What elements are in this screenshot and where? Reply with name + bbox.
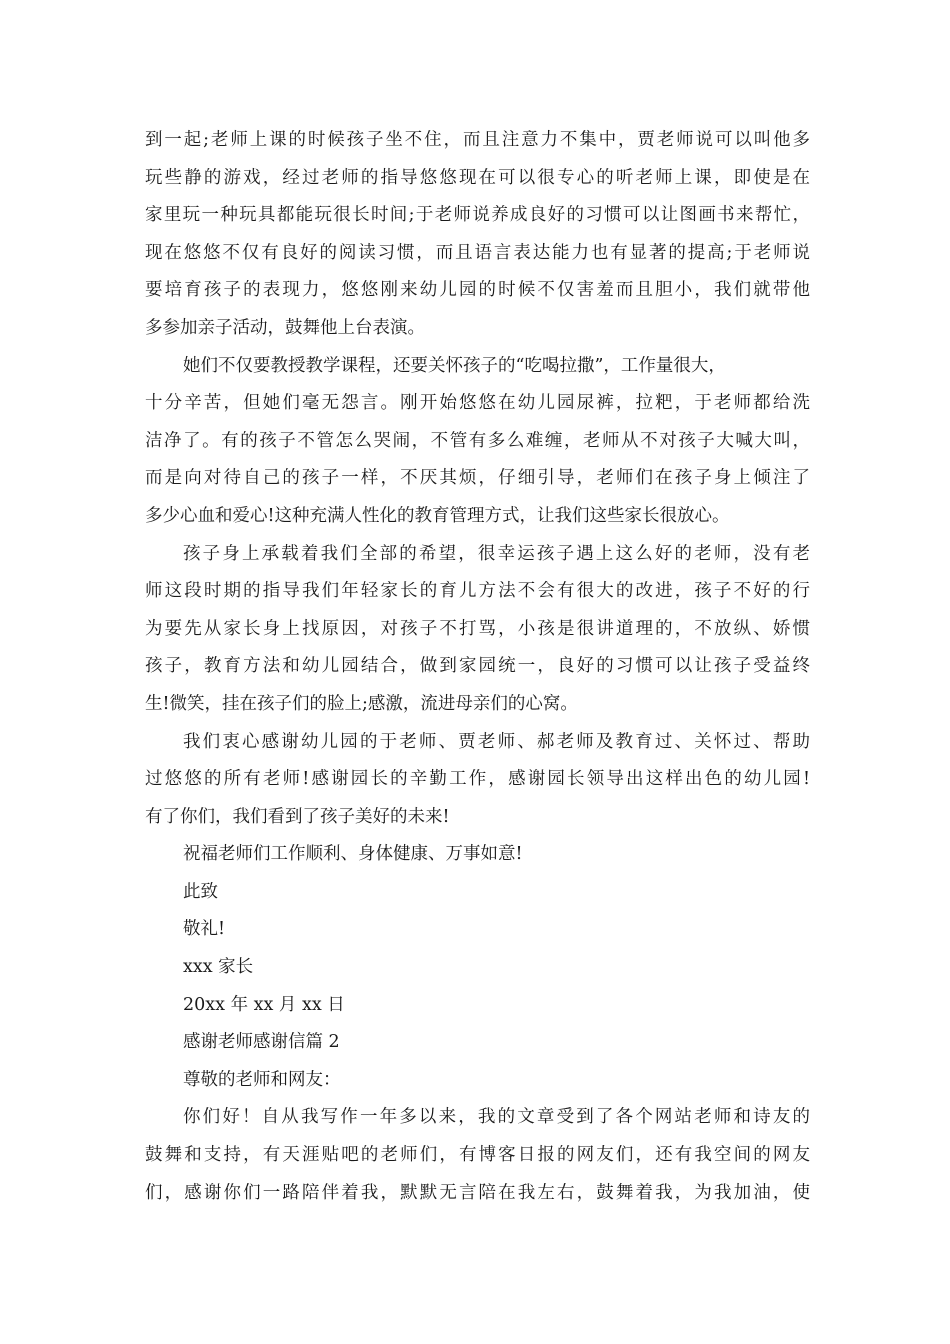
text-line: 有了你们，我们看到了孩子美好的未来! [145, 806, 450, 827]
document-page [145, 122, 810, 1212]
text-line: 洁净了。有的孩子不管怎么哭闹，不管有多么难缠，老师从不对孩子大喊大叫， [145, 430, 810, 451]
text-line: 此致 [183, 881, 218, 902]
text-line: 家里玩一种玩具都能玩很长时间;于老师说养成良好的习惯可以让图画书来帮忙， [145, 205, 810, 226]
text-line: 我们衷心感谢幼儿园的于老师、贾老师、郝老师及教育过、关怀过、帮助 [183, 731, 810, 752]
text-line: 现在悠悠不仅有良好的阅读习惯，而且语言表达能力也有显著的提高;于老师说 [145, 242, 810, 263]
text-line: 孩子，教育方法和幼儿园结合，做到家园统一，良好的习惯可以让孩子受益终 [145, 656, 810, 677]
text-line: 你们好！自从我写作一年多以来，我的文章受到了各个网站老师和诗友的 [183, 1107, 810, 1128]
text-line: 多少心血和爱心!这种充满人性化的教育管理方式，让我们这些家长很放心。 [145, 505, 730, 526]
text-line: 孩子身上承载着我们全部的希望，很幸运孩子遇上这么好的老师，没有老 [183, 543, 810, 564]
text-line: 为要先从家长身上找原因，对孩子不打骂，小孩是很讲道理的，不放纵、娇惯 [145, 618, 810, 639]
text-line: 们，感谢你们一路陪伴着我，默默无言陪在我左右，鼓舞着我，为我加油，使 [145, 1182, 810, 1203]
text-line: 过悠悠的所有老师!感谢园长的辛勤工作，感谢园长领导出这样出色的幼儿园! [145, 769, 810, 790]
text-line: 她们不仅要教授教学课程，还要关怀孩子的“吃喝拉撒”，工作量很大， [183, 355, 726, 376]
text-line: 敬礼! [183, 919, 226, 940]
text-line: 师这段时期的指导我们年轻家长的育儿方法不会有很大的改进，孩子不好的行 [145, 581, 810, 602]
text-line: 尊敬的老师和网友： [183, 1069, 341, 1090]
text-line: 到一起;老师上课的时候孩子坐不住，而且注意力不集中，贾老师说可以叫他多 [145, 130, 810, 150]
text-line: 而是向对待自己的孩子一样，不厌其烦，仔细引导，老师们在孩子身上倾注了 [145, 468, 810, 489]
text-line: 要培育孩子的表现力，悠悠刚来幼儿园的时候不仅害羞而且胆小，我们就带他 [145, 280, 810, 301]
text-line: 玩些静的游戏，经过老师的指导悠悠现在可以很专心的听老师上课，即使是在 [145, 167, 810, 188]
text-line: 鼓舞和支持，有天涯贴吧的老师们，有博客日报的网友们，还有我空间的网友 [145, 1145, 810, 1166]
text-line: xxx 家长 [183, 957, 254, 978]
text-line: 十分辛苦，但她们毫无怨言。刚开始悠悠在幼儿园尿裤，拉粑，于老师都给洗 [145, 393, 810, 414]
text-line: 感谢老师感谢信篇 2 [183, 1032, 340, 1053]
text-line: 20xx 年 xx 月 xx 日 [183, 994, 345, 1015]
text-line: 多参加亲子活动，鼓舞他上台表演。 [145, 317, 425, 338]
text-line: 祝福老师们工作顺利、身体健康、万事如意! [183, 844, 523, 865]
text-line: 生!微笑，挂在孩子们的脸上;感激，流进母亲们的心窝。 [145, 693, 578, 714]
